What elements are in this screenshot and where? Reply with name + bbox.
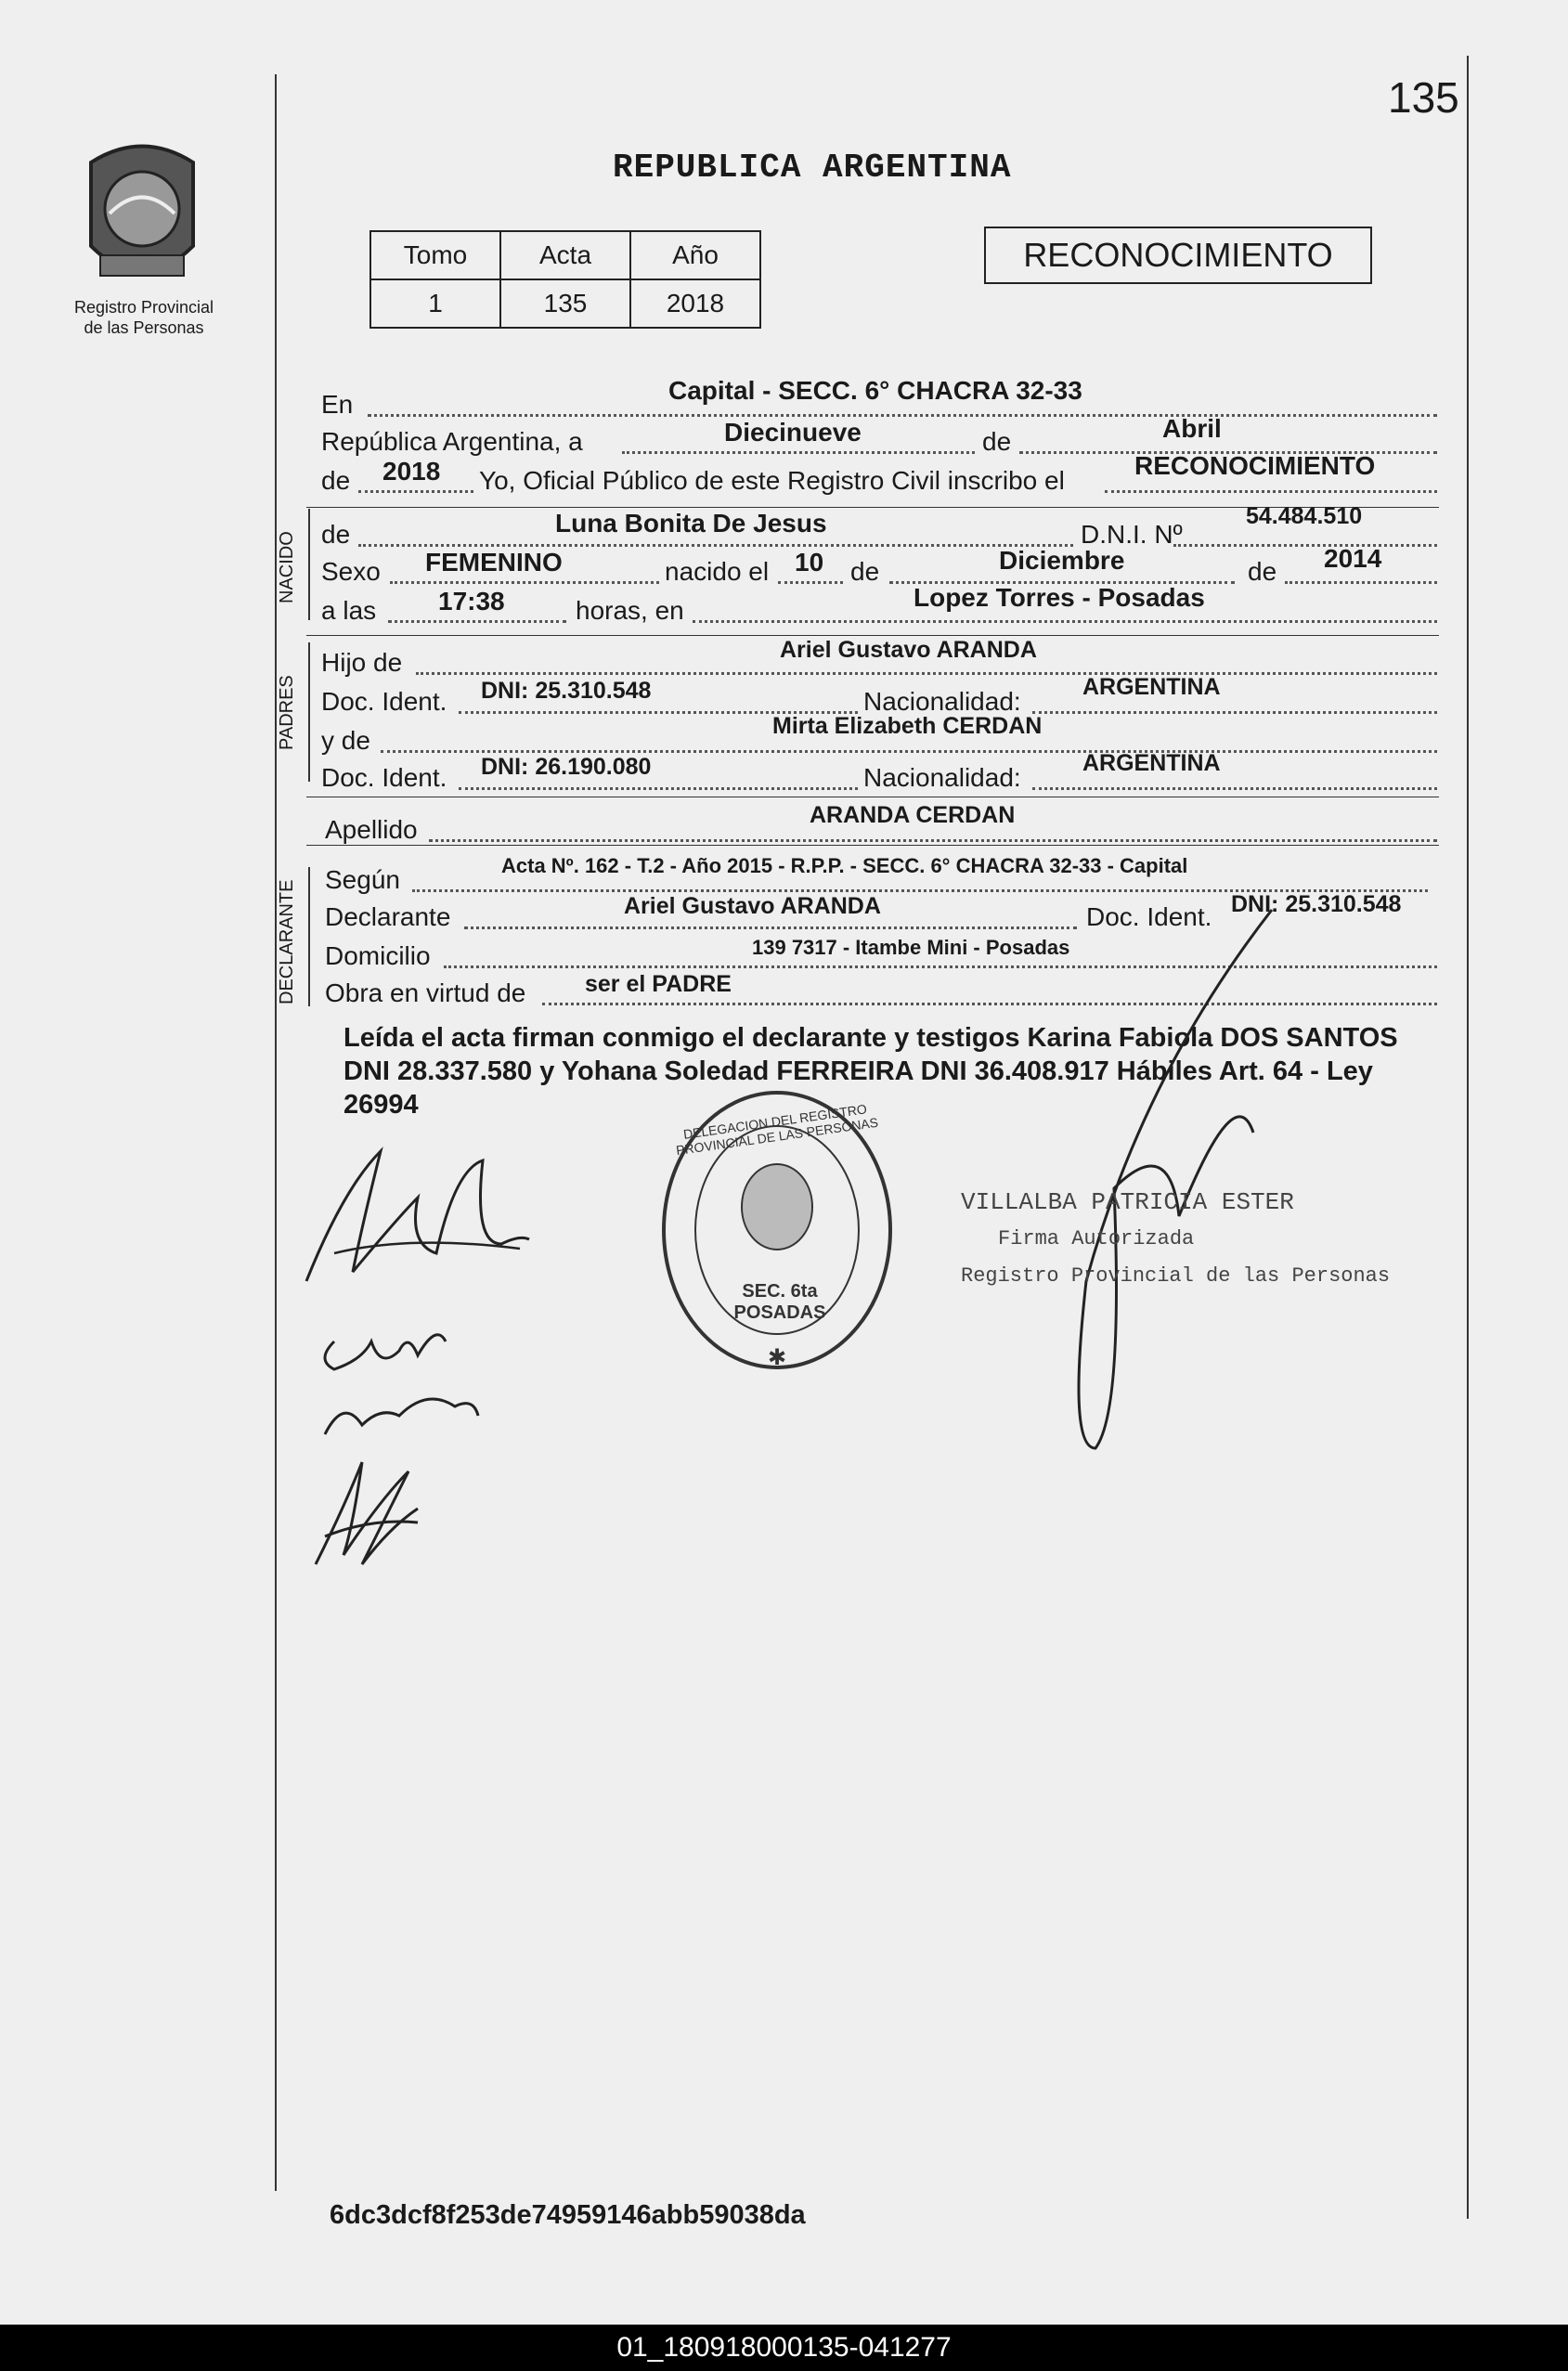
dotted-line	[1105, 490, 1437, 493]
dotted-line	[381, 750, 1437, 753]
dotted-line	[778, 581, 843, 584]
dotted-line	[429, 839, 1437, 842]
province-seal-icon	[72, 135, 212, 292]
scan-footer: 01_180918000135-041277	[0, 2325, 1568, 2371]
label-nacionalidad2: Nacionalidad:	[863, 763, 1021, 792]
section-label-padres: PADRES	[277, 675, 297, 750]
value-madre: Mirta Elizabeth CERDAN	[772, 713, 1043, 739]
value-lugar: Capital - SECC. 6° CHACRA 32-33	[668, 376, 1082, 405]
value-declarante-doc: DNI: 25.310.548	[1231, 891, 1402, 917]
value-domicilio: 139 7317 - Itambe Mini - Posadas	[752, 936, 1070, 959]
stamp-inner-text: SEC. 6ta POSADAS	[733, 1281, 826, 1323]
dotted-line	[693, 620, 1437, 623]
signature-witness-2	[306, 1453, 427, 1574]
value-declarante: Ariel Gustavo ARANDA	[624, 893, 881, 919]
label-dni: D.N.I. Nº	[1081, 520, 1183, 549]
label-nacionalidad: Nacionalidad:	[863, 687, 1021, 716]
dotted-line	[358, 490, 473, 493]
label-nacido-el: nacido el	[665, 557, 770, 586]
value-lugar-nac: Lopez Torres - Posadas	[914, 583, 1205, 612]
official-block	[961, 1184, 1390, 1295]
value-padre: Ariel Gustavo ARANDA	[780, 637, 1037, 663]
right-margin-line	[1467, 56, 1469, 2219]
section-bracket	[308, 867, 310, 1006]
value-dni: 54.484.510	[1246, 503, 1363, 529]
label-en: En	[321, 390, 354, 419]
value-madre-nac: ARGENTINA	[1082, 750, 1221, 776]
signature-witness-1	[306, 1304, 492, 1444]
label-declarante: Declarante	[325, 902, 451, 931]
section-label-nacido: NACIDO	[277, 531, 297, 603]
label-doc-ident2: Doc. Ident.	[321, 763, 447, 792]
label-doc-ident3: Doc. Ident.	[1086, 902, 1212, 931]
dotted-line	[464, 926, 1077, 929]
label-horas-en: horas, en	[576, 596, 684, 625]
ref-header-acta: Acta	[500, 231, 630, 279]
ref-header-tomo: Tomo	[370, 231, 500, 279]
dotted-line	[622, 451, 975, 454]
value-anio: 2018	[382, 457, 441, 486]
stamp-outer-text: DELEGACION DEL REGISTRO PROVINCIAL DE LAS PERSONAS	[675, 1101, 879, 1159]
dotted-line	[388, 620, 566, 623]
label-segun: Según	[325, 865, 400, 894]
value-nombre: Luna Bonita De Jesus	[555, 509, 827, 538]
dotted-line	[1032, 711, 1437, 714]
signature-official	[1030, 891, 1448, 1467]
dotted-line	[1173, 544, 1437, 547]
document-hash: 6dc3dcf8f253de74959146abb59038da	[330, 2200, 806, 2230]
signature-declarante	[297, 1133, 538, 1300]
section-label-declarante: DECLARANTE	[277, 879, 297, 1004]
value-obra: ser el PADRE	[585, 971, 732, 997]
value-segun: Acta Nº. 162 - T.2 - Año 2015 - R.P.P. - SECC. 6° CHACRA 32-33 - Capital	[501, 854, 1188, 877]
label-de: de	[982, 427, 1012, 456]
reference-table	[369, 230, 761, 329]
label-sexo: Sexo	[321, 557, 381, 586]
label-hijo-de: Hijo de	[321, 648, 403, 677]
value-sexo: FEMENINO	[425, 548, 563, 577]
dotted-line	[416, 672, 1437, 675]
label-a-las: a las	[321, 596, 377, 625]
official-office: Registro Provincial de las Personas	[961, 1264, 1391, 1288]
logo-caption: Registro Provincial de las Personas	[73, 298, 214, 337]
label-republica: República Argentina, a	[321, 427, 583, 456]
ref-header-anio: Año	[630, 231, 760, 279]
dotted-line	[459, 787, 858, 790]
value-padre-doc: DNI: 25.310.548	[481, 678, 652, 704]
ref-value-anio: 2018	[630, 279, 760, 328]
value-dia: Diecinueve	[724, 418, 862, 447]
label-de4: de	[1248, 557, 1277, 586]
section-bracket	[308, 509, 310, 620]
official-role: Firma Autorizada	[998, 1227, 1195, 1250]
closing-statement: Leída el acta firman conmigo el declarante y testigos Karina Fabiola DOS SANTOS DNI 28.337.580 y Yohana Soledad FERREIRA DNI 36.408.917 Hábiles Art. 64 - Ley 26994	[343, 1023, 1398, 1120]
value-nac-anio: 2014	[1324, 544, 1382, 573]
dotted-line	[368, 414, 1437, 417]
ref-value-acta: 135	[500, 279, 630, 328]
value-padre-nac: ARGENTINA	[1082, 674, 1221, 700]
official-name: VILLALBA PATRICIA ESTER	[961, 1188, 1294, 1216]
divider	[306, 845, 1439, 846]
label-de2: de	[321, 466, 351, 495]
value-madre-doc: DNI: 26.190.080	[481, 754, 652, 780]
section-bracket	[308, 642, 310, 782]
label-domicilio: Domicilio	[325, 941, 431, 970]
label-apellido: Apellido	[325, 815, 418, 844]
label-doc-ident: Doc. Ident.	[321, 687, 447, 716]
ref-value-tomo: 1	[370, 279, 500, 328]
value-inscribe: RECONOCIMIENTO	[1134, 451, 1376, 480]
value-nac-dia: 10	[795, 548, 824, 577]
dotted-line	[1032, 787, 1437, 790]
value-hora: 17:38	[438, 587, 505, 615]
value-mes: Abril	[1162, 414, 1222, 443]
left-margin-line	[275, 74, 277, 2191]
page-number: 135	[1388, 73, 1459, 122]
value-apellido: ARANDA CERDAN	[810, 802, 1016, 828]
label-yo-oficial: Yo, Oficial Público de este Registro Civil inscribo el	[479, 466, 1065, 495]
divider	[306, 635, 1439, 636]
label-de3: de	[850, 557, 880, 586]
dotted-line	[1285, 581, 1437, 584]
value-nac-mes: Diciembre	[999, 546, 1125, 575]
label-obra: Obra en virtud de	[325, 978, 526, 1007]
label-y-de: y de	[321, 726, 370, 755]
act-type-box: RECONOCIMIENTO	[984, 227, 1372, 284]
dotted-line	[358, 544, 1073, 547]
document-title: REPUBLICA ARGENTINA	[613, 149, 1012, 187]
svg-text:✱: ✱	[767, 1345, 787, 1370]
label-de-nacido: de	[321, 520, 351, 549]
dotted-line	[390, 581, 659, 584]
